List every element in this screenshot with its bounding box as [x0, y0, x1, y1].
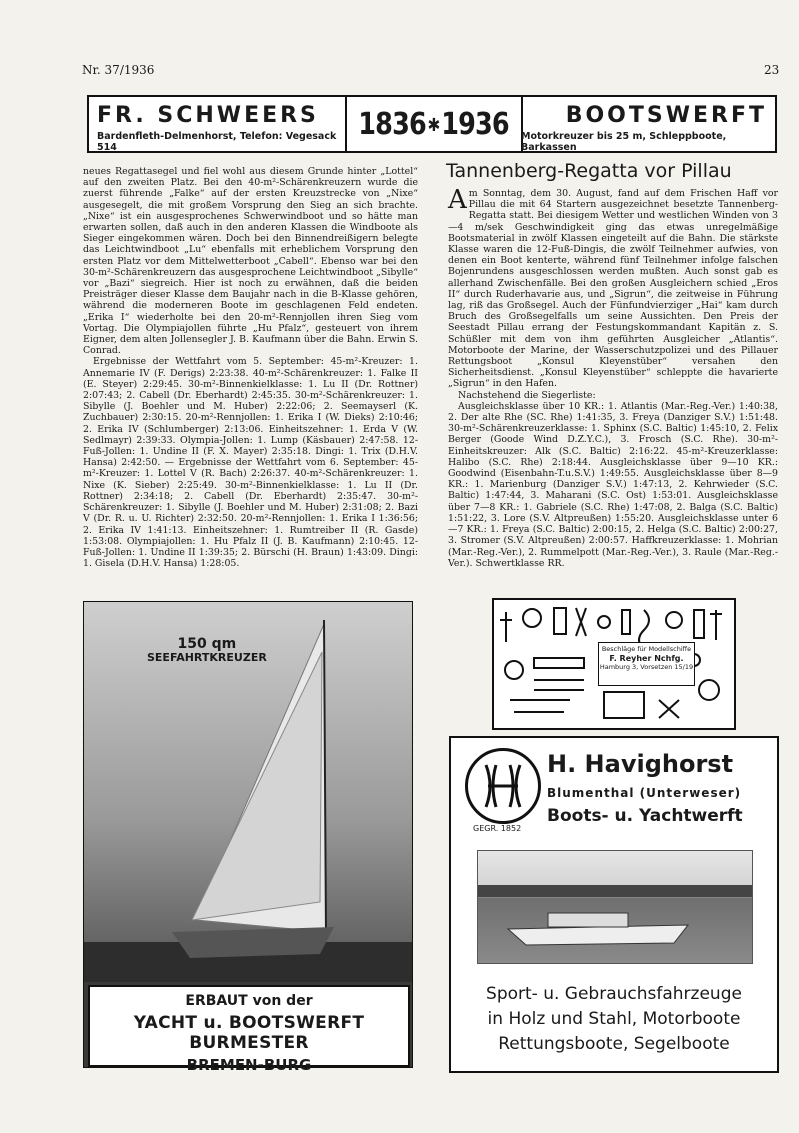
bollard-icon — [622, 610, 630, 634]
founded-label: GEGR. 1852 — [473, 824, 522, 833]
havighorst-logo — [465, 748, 541, 824]
issue-number: Nr. 37/1936 — [82, 63, 155, 77]
chain-icon — [510, 700, 570, 712]
jib-shape — [192, 652, 322, 920]
boat-size: 150 qm — [177, 636, 237, 652]
banner-title-cell — [521, 97, 775, 151]
products-line: Sport- u. Gebrauchsfahrzeuge — [486, 984, 742, 1004]
havighorst-name: H. Havighorst — [547, 750, 734, 778]
motorboat-photo — [477, 850, 753, 964]
article-left-column — [83, 166, 418, 569]
reyher-label-box — [598, 642, 695, 686]
products-line: in Holz und Stahl, Motorboote — [487, 1009, 741, 1029]
cleat-icon — [710, 610, 722, 640]
schweers-banner-ad — [87, 95, 777, 153]
banner-company-cell — [89, 97, 345, 151]
results-paragraph: Ergebnisse der Wettfahrt vom 5. September: 45-m²-Kreuzer: 1. Annemarie IV (F. Derigs) 2:23:38. 40-m²-Schärenkreuzer: 1. Falke II (E. Steyer) 2:29:45. 30-m²-Binnenkielklasse: 1. Lu II (Dr. Rottner) 2:07:43; 2. Cabell (Dr. Eberhardt) 2:45:35. 30-m²-Schärenkreuzer: 1. Sibylle (J. Boehler und M. Huber) 2:22:06; 2. Seemayserl (K. Zuchbauer) 2:30:15. 20-m²-Rennjollen: 1. Erika I (W. Dieks) 2:10:46; 2. Erika IV (Schlumberger) 2:13:06. Einheitszehner: 1. Erda V (W. Sedlmayr) 2:39:33. Olympia-Jollen: 1. Lump (Käsbauer) 2:47:58. 12-Fuß-Jollen: 1. Undine II (F. X. Mayer) 2:35:18. Dingi: 1. Trix (D.H.V. Hansa) 2:42:50. — Ergebnisse der Wettfahrt vom 6. September: 45-m²-Kreuzer: 1. Lottel V (R. Bach) 2:26:37. 40-m²-Schärenkreuzer: 1. Nixe (K. Sieber) 2:25:49. 30-m²-Binnenkielklasse: 1. Lu II (Dr. Rottner) 2:34:18; 2. Cabell (Dr. Eberhardt) 2:35:47. 30-m²-Schärenkreuzer: 1. Sibylle (J. Boehler und M. Huber) 2:31:08; 2. Bazi V (Dr. R. u. U. Richter) 2:32:50. 20-m²-Rennjollen: 1. Erika I 1:36:56; 2. Erika IV 1:41:13. Einheitszehner: 1. Rumtreiber II (R. Gasde) 1:53:08. Olympiajollen: 1. Hu Pfalz II (J. B. Kaufmann) 2:10:45. 12-Fuß-Jollen: 1. Undine II 1:39:35; 2. Bürschi (H. Braun) 1:43:09. Dingi: 1. Gisela (D.H.V. Hansa) 1:28:05. — [83, 356, 418, 570]
article-paragraph: Am Sonntag, dem 30. August, fand auf dem Frischen Haff vor Pillau die mit 64 Startern ausgezeichnet besetzte Tannenberg-Regatta statt. Bei diesigem Wetter und westlichen Winden von 3—4 m/sek Geschwindigkeit ging das etwas unregelmäßige Bootsmaterial in zwölf Klassen eingeteilt auf die Bahn. Die stärkste Klasse waren die 12-Fuß-Dingis, die zwölf Teilnehmer aufwies, von denen ein Boot kenterte, während fünf Teilnehmer infolge falschen Bojenrundens ausgeschlossen werden mußten. Auch sonst gab es allerhand Zwischenfälle. Bei den großen Ausgleichern schied „Eros II“ durch Ruderhavarie aus, und „Sigrun“, die zeitweise in Führung lag, riß das Großsegel. Auch der Fünfundvierziger „Hai“ kam durch Bruch des Großsegelfalls um seine Aussichten. Den Preis der Seestadt Pillau errang der Festungskommandant Kapitän z. S. Schüßler mit dem von ihm geführten Ausgleicher „Atlantis“. Motorboote der Marine, der Wasserschutzpolizei und des Pillauer Rettungsboot „Konsul Kleyenstüber“ versahen den Sicherheitsdienst. „Konsul Kleyenstüber“ schleppte die havarierte „Sigrun“ in den Hafen. — [448, 185, 778, 390]
boat-type: SEEFAHRTKREUZER — [147, 651, 267, 664]
page-number: 23 — [764, 63, 780, 77]
reyher-line1: Beschläge für Modellschiffe — [601, 645, 692, 653]
winners-list: Ausgleichsklasse über 10 KR.: 1. Atlantis (Mar.-Reg.-Ver.) 1:40:38, 2. Der alte Rhe (SC. Rhe) 1:41:35, 3. Freya (Danziger S.V.) 1:51:48. 30-m²-Schärenkreuzerklasse: 1. Sphinx (S.C. Baltic) 1:45:10, 2. Felix Berger (Goode Wind D.Z.Y.C.), 3. Frosch (S.C. Rhe). 30-m²-Einheitskreuzer: Alk (S.C. Baltic) 2:16:22. 45-m²-Kreuzerklasse: Halibo (S.C. Rhe) 2:18:44. Ausgleichsklasse über 9—10 KR.: Goodwind (Eisenbahn-T.u.S.V.) 1:49:55. Ausgleichsklasse über 8—9 KR.: 1. Marienburg (Danziger S.V.) 1:47:13, 2. Kehrwieder (S.C. Baltic) 1:47:44, 3. Maharani (S.C. Ost) 1:53:01. Ausgleichsklasse über 7—8 KR.: 1. Gabriele (S.C. Rhe) 1:47:08, 2. Balga (S.C. Baltic) 1:51:22, 3. Lore (S.V. Altpreußen) 1:55:20. Ausgleichsklasse unter 6—7 KR.: 1. Freya (S.C. Baltic) 2:00:15, 2. Helga (S.C. Baltic) 2:00:27, 3. Stromer (S.V. Altpreußen) 2:00:57. Haffkreuzerklasse: 1. Mohrian (Mar.-Reg.-Ver.), 2. Rummelpott (Mar.-Reg.-Ver.), 3. Raule (Mar.-Reg.-Ver.). Schwertklasse RR. — [448, 400, 778, 569]
winners-heading: Nachstehend die Siegerliste: — [458, 389, 596, 401]
hh-monogram-icon — [468, 751, 538, 821]
article-paragraph: neues Regattasegel und fiel wohl aus diesem Grunde hinter „Lottel“ auf den zweiten Platz. Bei den 40-m²-Schärenkreuzern wurde die zuerst führende „Falke“ auf der ersten Kreuzstrecke von „Nixe“ ausgesegelt, die mit großem Vorsprung den Sieg an sich brachte. „Nixe“ ist ein ausgesprochenes Schwerwindboot und so hätte man erwarten sollen, daß auch in den anderen Klassen die Windboote als Sieger eingekommen wären. Doch bei den Binnendreißigern belegte das Leichtwindboot „Lu“ ebenfalls mit erheblichem Vorsprung den ersten Platz vor dem Mittelwetterboot „Cabell“. Ebenso war bei den 30-m²-Schärenkreuzern das ausgesprochene Leichtwindboot „Sibylle“ vor „Bazi“ siegreich. Hier ist noch zu erwähnen, daß die beiden Preisträger dieser Klasse dem Baujahr nach in die B-Klasse gehören, während die moderneren Boote im geschlagenen Feld endeten. „Erika I“ wiederholte bei den 20-m²-Rennjollen ihren Sieg vom Vortag. Die Olympiajollen führte „Hu Pfalz“, gesteuert von ihrem Eigner, dem alten Jollensegler J. B. Kaufmann über die Bahn. Erwin S. Conrad. — [83, 166, 418, 357]
lifebuoy-icon — [505, 661, 523, 679]
burmester-text-box — [88, 985, 410, 1074]
reyher-address: Hamburg 3, Vorsetzen 15/19 — [599, 663, 694, 671]
oars-icon — [576, 608, 586, 636]
banner-company-address: Bardenfleth-Delmenhorst, Telefon: Vegesack 514 — [97, 131, 337, 153]
article-headline: Tannenberg-Regatta vor Pillau — [446, 160, 732, 182]
motorboat-illustration — [478, 851, 752, 963]
anchor-icon — [500, 612, 512, 642]
star-icon: ✱ — [428, 114, 440, 136]
burmester-line2: YACHT u. BOOTSWERFT BURMESTER — [133, 1013, 365, 1053]
railing-icon — [534, 680, 584, 690]
havighorst-place: Blumenthal (Unterweser) — [547, 786, 742, 800]
banner-years — [359, 107, 510, 142]
banner-company-name: FR. SCHWEERS — [97, 103, 319, 128]
reyher-fittings-ad — [492, 598, 736, 730]
havighorst-products — [451, 982, 777, 1057]
burmester-line1: ERBAUT von der — [185, 993, 313, 1009]
havighorst-trade: Boots- u. Yachtwerft — [547, 806, 743, 826]
cannon-icon — [694, 610, 704, 638]
banner-title: BOOTSWERFT — [565, 103, 767, 128]
burmester-line3: BREMEN-BURG — [186, 1056, 312, 1074]
banner-year-from: 1836 — [358, 106, 427, 142]
porthole-icon — [666, 612, 682, 628]
wheel-icon — [523, 609, 541, 627]
helm-icon — [699, 680, 719, 700]
banner-services: Motorkreuzer bis 25 m, Schleppboote, Barkassen — [521, 131, 727, 153]
burmester-ad — [83, 601, 413, 1074]
hatch-icon — [534, 658, 584, 668]
burmester-caption — [147, 637, 267, 665]
crate-icon — [604, 692, 644, 718]
article-right-column — [448, 185, 778, 569]
drop-cap: A — [448, 185, 467, 215]
block-icon — [598, 616, 610, 628]
banner-years-cell — [345, 97, 523, 151]
banner-year-to: 1936 — [441, 106, 510, 142]
havighorst-ad — [449, 736, 779, 1073]
reyher-firm: F. Reyher Nchfg. — [609, 654, 684, 663]
propeller-icon — [659, 700, 679, 718]
lantern-icon — [554, 608, 566, 634]
products-line: Rettungsboote, Segelboote — [498, 1034, 730, 1054]
hull-shape — [172, 927, 334, 958]
